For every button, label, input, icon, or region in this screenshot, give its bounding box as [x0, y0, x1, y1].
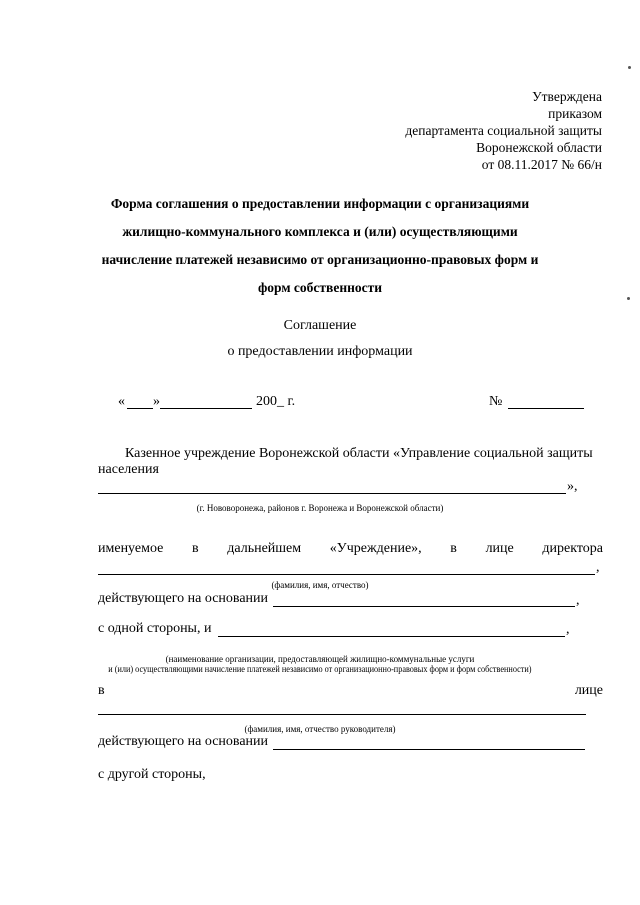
approval-line-2: приказом — [548, 106, 602, 121]
institution-line-1: Казенное учреждение Воронежской области «Управление социальной защиты — [125, 446, 593, 461]
day-field[interactable] — [127, 408, 153, 409]
in-word: в — [98, 683, 105, 698]
named-word-6: лице — [485, 541, 514, 556]
agreement-subheading: о предоставлении информации — [227, 344, 413, 359]
month-field[interactable] — [160, 408, 252, 409]
named-line — [98, 541, 603, 557]
approval-line-4: Воронежской области — [476, 140, 602, 155]
head-name-field[interactable] — [98, 714, 586, 715]
director-name-field[interactable] — [98, 574, 595, 575]
hint-city: (г. Нововоронежа, районов г. Воронежа и Воронежской области) — [196, 503, 444, 513]
institution-close: », — [567, 479, 578, 494]
approval-line-1: Утверждена — [532, 89, 602, 104]
in-person-line — [98, 683, 603, 699]
organization-field[interactable] — [218, 636, 565, 637]
hint-org-line-2: и (или) осуществляющими начисление платежей независимо от организационно-правовых форм и форм собственности) — [108, 664, 532, 674]
acting-basis-label-2: действующего на основании — [98, 734, 269, 749]
agreement-heading: Соглашение — [283, 318, 357, 333]
approval-block — [405, 88, 602, 173]
hint-fio: (фамилия, имя, отчество) — [271, 580, 369, 590]
comma-1: , — [596, 560, 600, 575]
date-close-quote: » — [153, 394, 160, 409]
hint-head-fio: (фамилия, имя, отчество руководителя) — [244, 724, 396, 734]
form-title: Форма соглашения о предоставлении информации с организациями жилищно-коммунального комплекса и (или) осуществляющими начисление платежей независимо от организационно-правовых форм и форм собственности — [101, 196, 539, 295]
number-label: № — [489, 394, 503, 409]
person-word: лице — [574, 683, 603, 698]
other-side-label: с другой стороны, — [98, 767, 206, 782]
basis-field-2[interactable] — [273, 749, 585, 750]
named-word-5: в — [450, 541, 457, 556]
named-word-7: директора — [542, 541, 603, 556]
basis-field-1[interactable] — [273, 606, 575, 607]
hint-org-line-1: (наименование организации, предоставляющей жилищно-коммунальные услуги — [165, 654, 475, 664]
year-label: 200_ г. — [256, 394, 296, 409]
comma-2: , — [576, 593, 580, 608]
named-word-3: дальнейшем — [227, 541, 302, 556]
acting-basis-label-1: действующего на основании — [98, 591, 269, 606]
comma-3: , — [566, 622, 570, 637]
scan-speck — [627, 297, 630, 300]
number-field[interactable] — [508, 408, 584, 409]
named-word-1: именуемое — [98, 541, 164, 556]
institution-name-field[interactable] — [98, 493, 566, 494]
one-side-label: с одной стороны, и — [98, 621, 212, 636]
approval-line-5: от 08.11.2017 № 66/н — [481, 157, 602, 172]
approval-line-3: департамента социальной защиты — [405, 123, 602, 138]
date-open-quote: « — [118, 394, 125, 409]
named-word-2: в — [191, 541, 199, 556]
institution-line-2: населения — [98, 462, 159, 477]
scan-speck — [628, 66, 631, 69]
named-word-4: «Учреждение», — [329, 541, 422, 556]
